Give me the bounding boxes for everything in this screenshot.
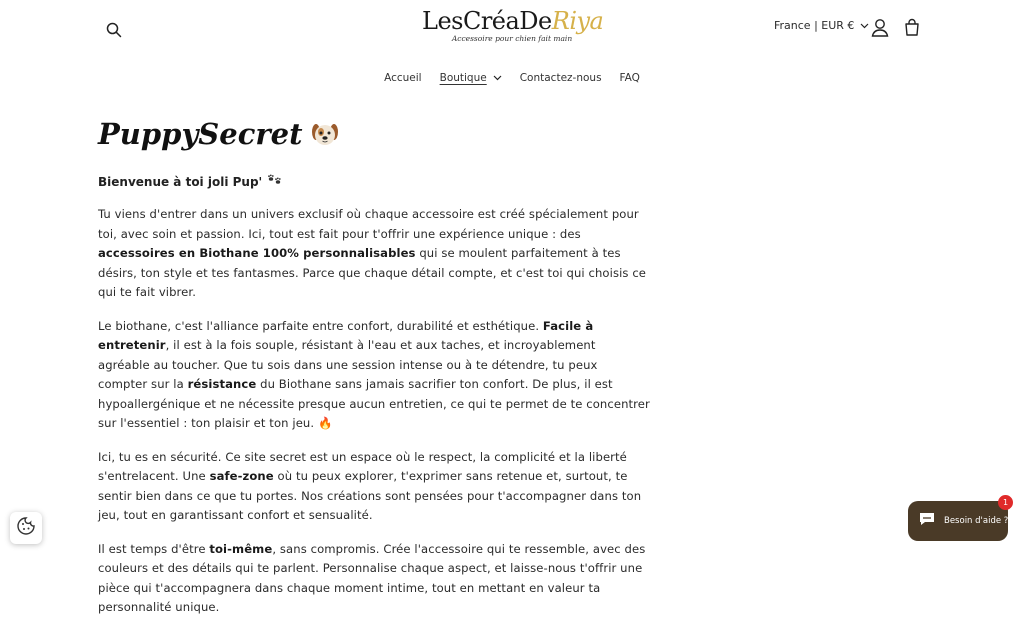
nav-item-contact[interactable]: Contactez-nous [519, 72, 602, 84]
biothane-paragraph: Le biothane, c'est l'alliance parfaite entre confort, durabilité et esthétique. Facile à entretenir, il est à la fois souple, résistant à l'eau et aux taches, et incroyablement agréable au toucher. Que tu sois dans une session intense ou à te détendre, tu peux compter sur la résistance du Biothane sans jamais sacrifier ton confort. De plus, il est hypoallergénique et ne nécessite presque aucun entretien, ce qui te permet de te concentrer sur l'essentiel : ton plaisir et ton jeu. 🔥 [98, 318, 650, 430]
emphasis-text: safe-zone [209, 469, 274, 483]
nav-item-accueil[interactable]: Accueil [384, 72, 422, 84]
main-navigation [0, 72, 1024, 84]
account-icon[interactable] [868, 16, 892, 40]
emphasis-text: toi-même [209, 541, 273, 556]
nav-item-boutique[interactable]: Boutique [440, 72, 502, 84]
page-title-text: PuppySecret [98, 117, 303, 151]
site-header [0, 0, 1024, 100]
page-content [98, 114, 650, 618]
be-yourself-paragraph: Il est temps d'être toi-même, sans compromis. Crée l'accessoire qui te ressemble, avec des couleurs et des détails qui te parlent. Personnalise chaque aspect, et laisse-nous t'offrir une pièce qui t'accompagnera dans chaque moment intime, tout en mettant en valeur ta personnalité unique. [98, 541, 646, 614]
cookie-icon [16, 516, 36, 540]
logo-text-accent: Riya [551, 7, 604, 35]
safety-paragraph: Ici, tu es en sécurité. Ce site secret est un espace où le respect, la complicité et la liberté s'entrelacent. Une safe-zone où tu peux explorer, t'exprimer sans retenue et, surtout, te sentir bien dans ce que tu portes. Nos créations sont pensées pour t'accompagner dans ton jeu, tout en garantissant confort et sensualité. [98, 449, 642, 522]
emphasis-text: accessoires en Biothane 100% personnalisables [98, 246, 416, 260]
emphasis-text: résistance [187, 377, 257, 391]
search-icon[interactable] [100, 16, 128, 44]
cart-icon[interactable] [900, 16, 924, 40]
logo-text-main: LesCréaDe [422, 7, 552, 35]
chat-help-label: Besoin d'aide ? [944, 516, 1009, 526]
chat-notification-badge: 1 [998, 495, 1013, 510]
intro-paragraph: Tu viens d'entrer dans un univers exclusif où chaque accessoire est créé spécialement pour toi, avec soin et passion. Ici, tout est fait pour t'offrir une expérience unique : des accessoires en Biothane 100% personnalisables qui se moulent parfaitement à tes désirs, ton style et tes fantasmes. Parce que chaque détail compte, et c'est toi qui choisis ce qui te fait vibrer. [98, 207, 647, 299]
emphasis-text: Facile à entretenir [98, 318, 594, 352]
site-logo[interactable] [422, 6, 602, 50]
nav-item-faq[interactable]: FAQ [619, 72, 640, 84]
page-title [98, 114, 650, 154]
chevron-down-icon [493, 72, 502, 84]
dog-face-icon [310, 119, 340, 149]
greeting-line [98, 172, 650, 191]
chat-bubble-icon [918, 511, 936, 531]
paw-prints-icon [267, 172, 283, 191]
country-label: France | EUR € [774, 19, 855, 32]
greeting-text: Bienvenue à toi joli Pup' [98, 174, 263, 189]
chat-help-button[interactable] [908, 501, 1008, 541]
logo-tagline: Accessoire pour chien fait main [451, 34, 573, 43]
country-currency-selector[interactable] [774, 19, 869, 32]
cookie-settings-button[interactable] [10, 512, 42, 544]
